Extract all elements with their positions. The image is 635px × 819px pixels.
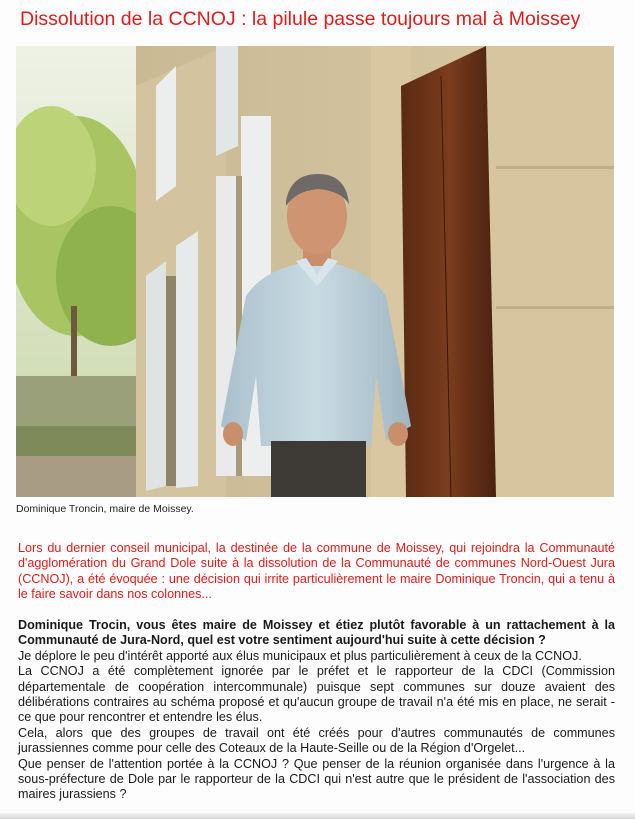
answer-paragraph-4: Que penser de l'attention portée à la CCNOJ ? Que penser de la réunion organisée dans l'urgence à la sous-préfecture de Dole par le rapporteur de la CDCI qui n'est autre que le président de l'association des maires jurassiens ? [18, 756, 615, 802]
article-title: Dissolution de la CCNOJ : la pilule passe toujours mal à Moissey [20, 8, 581, 30]
article-intro: Lors du dernier conseil municipal, la destinée de la commune de Moissey, qui rejoindra la Communauté d'agglomération du Grand Dole suite à la dissolution de la Communauté de communes Nord-Ouest Jura (CCNOJ), a été évoquée : une décision qui irrite particulièrement le maire Dominique Troncin, qui a tenu à le faire savoir dans nos colonnes... [18, 541, 615, 602]
answer-paragraph-1: Je déplore le peu d'intérêt apporté aux élus municipaux et plus particulièrement à ceux de la CCNOJ. [18, 648, 582, 663]
article-photo [16, 46, 614, 497]
scan-edge [0, 813, 635, 819]
interview-question: Dominique Trocin, vous êtes maire de Moissey et étiez plutôt favorable à un rattachement à la Communauté de Jura-Nord, quel est votre sentiment aujourd'hui suite à cette décision ? [18, 618, 615, 648]
interview-section [18, 618, 615, 803]
answer-paragraph-2: La CCNOJ a été complètement ignorée par le préfet et le rapporteur de la CDCI (Commission départementale de coopération intercommunale) puisque sept communes sur douze avaient des délibérations contraires au schéma proposé et qu'aucun groupe de travail n'a été mis en place, ne serait -ce que pour rencontrer et entendre les élus. [18, 664, 615, 725]
photo-caption: Dominique Troncin, maire de Moissey. [16, 503, 194, 515]
photo-mayor-in-front-of-building [16, 46, 614, 497]
answer-paragraph-3: Cela, alors que des groupes de travail ont été créés pour d'autres communautés de communes jurassiennes comme pour celle des Coteaux de la Haute-Seille ou de la Région d'Orgelet... [18, 725, 615, 756]
